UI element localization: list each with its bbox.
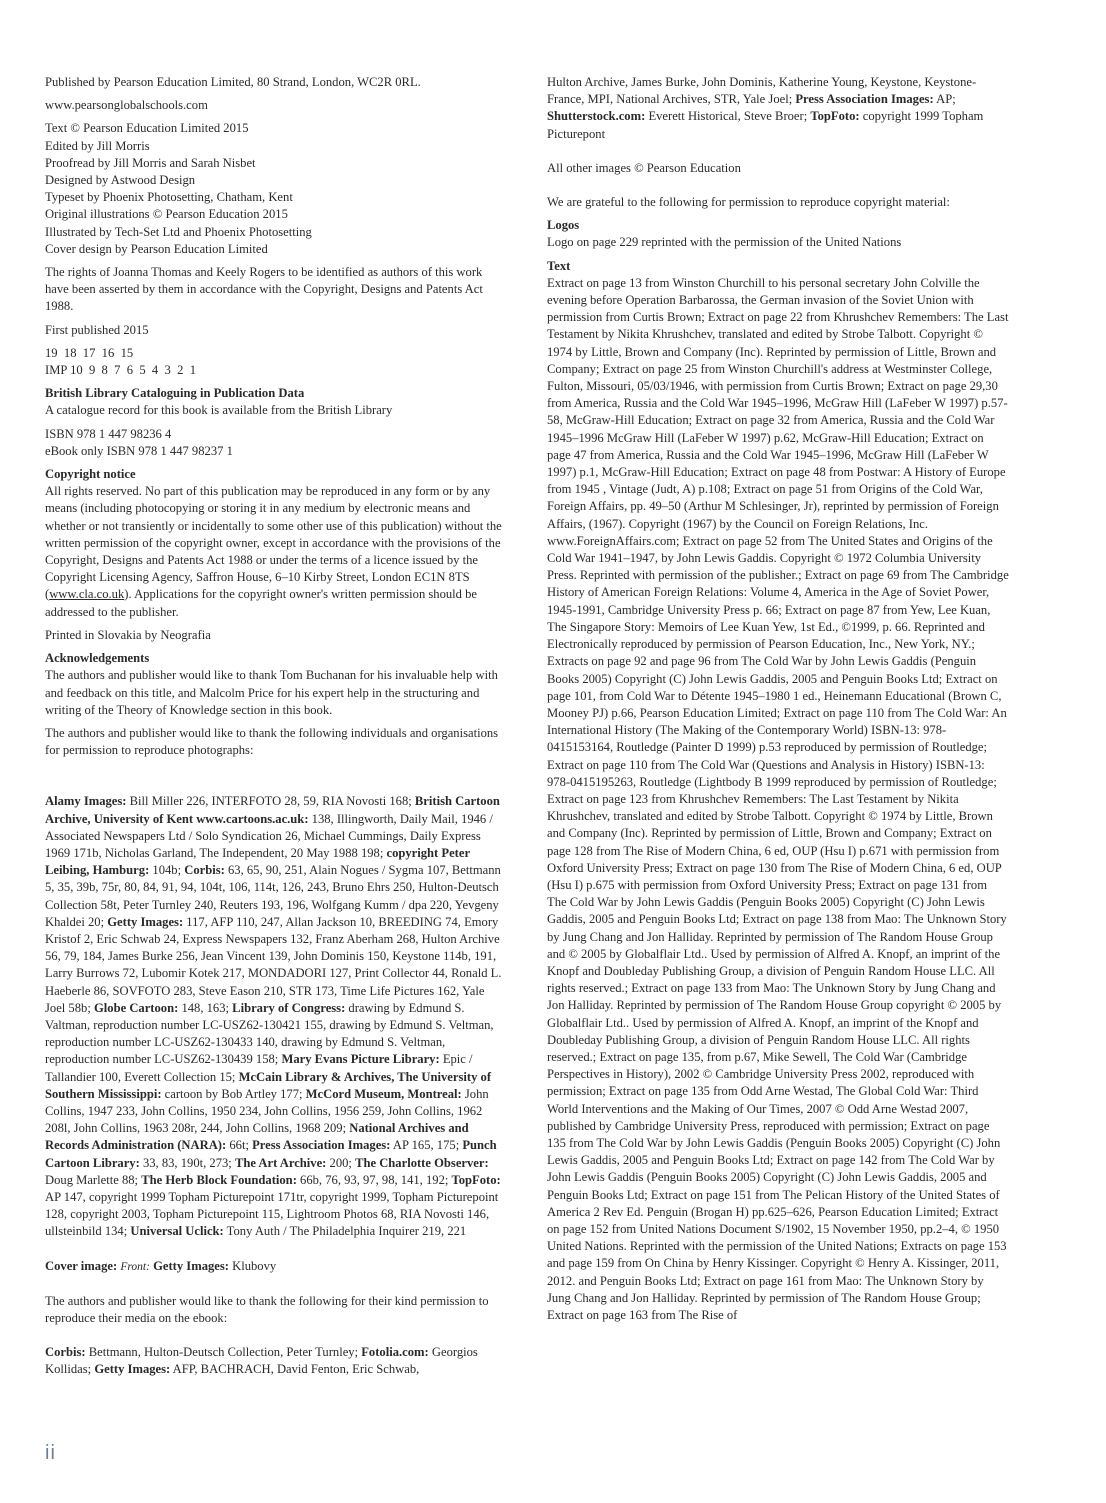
production-credits [45, 120, 507, 258]
acknowledgements-text: The authors and publisher would like to thank Tom Buchanan for his invaluable help with and feedback on this title, and Malcolm Price for his expert help in the structuring and writing of the Theory of Knowledge section in this book. [45, 668, 498, 717]
credit-line: Illustrated by Tech-Set Ltd and Phoenix Photosetting [45, 224, 312, 239]
ebook-credits-continued: Hulton Archive, James Burke, John Dominis, Katherine Young, Keystone, Keystone-France, MPI, National Archives, STR, Yale Joel; Press Association Images: AP; Shutterstock.com: Everett Historical, Steve Broer; TopFoto: copyright 1999 Topham Picturepont [547, 75, 984, 141]
cover-image-credit: Cover image: Front: Getty Images: Klubovy [45, 1258, 277, 1273]
credit-line: Designed by Astwood Design [45, 173, 196, 188]
cip-text: A catalogue record for this book is available from the British Library [45, 403, 393, 418]
credit-line: Original illustrations © Pearson Education 2015 [45, 207, 288, 222]
left-column [45, 74, 507, 1379]
ebook-isbn-line: eBook only ISBN 978 1 447 98237 1 [45, 443, 233, 458]
impressions: IMP 10 9 8 7 6 5 4 3 2 1 [45, 363, 197, 378]
first-published: First published 2015 [45, 322, 149, 337]
text-permissions: Extract on page 13 from Winston Churchill to his personal secretary John Colville the evening before Operation Barbarossa, the German invasion of the Soviet Union with permission from Curtis Brown; Extract on page 22 from Khrushchev Remembers: The Last Testament by Nikita Khrushchev, translated and edited by Strobe Talbott. Copyright © 1974 by Little, Brown and Company (Inc). Reprinted by permission of Little, Brown and Company; Extract on page 25 from Winston Churchill's address at Westminster College, Fulton, Missouri, 05/03/1946, with permission from Curtis Brown; Extract on page 29,30 from America, Russia and the Cold War 1945–1996, McGraw Hill (LaFeber W 1997) p.57-58, McGraw-Hill Education; Extract on page 32 from America, Russia and the Cold War 1945–1996 McGraw Hill (LaFeber W 1997) p.62, McGraw-Hill Education; Extract on page 47 from America, Russia and the Cold War 1945–1996, McGraw Hill (LaFeber W 1997) p.1, McGraw-Hill Education; Extract on page 48 from Postwar: A History of Europe from 1945 , Vintage (Judt, A) p.108; Extract on page 51 from Origins of the Cold War, Foreign Affairs, pp. 49–50 (Arthur M Schlesinger, Jr), reprinted by permission of Foreign Affairs, (1967). Copyright (1967) by the Council on Foreign Relations, Inc. www.ForeignAffairs.com; Extract on page 52 from The United States and Origins of the Cold War 1941–1947, by John Lewis Gaddis. Copyright © 1972 Columbia University Press. Reprinted with permission of the publisher.; Extract on page 69 from The Cambridge History of American Foreign Relations: Volume 4, America in the Age of Soviet Power, 1945-1991, Cambridge University Press p. 66; Extract on page 87 from Yew, Lee Kuan, The Singapore Story: Memoirs of Lee Kuan Yew, 1st Ed., ©1999, p. 66. Reprinted and Electronically reproduced by permission of Pearson Education, Inc., New York, NY.; Extracts on page 92 and page 96 from The Cold War by John Lewis Gaddis (Penguin Books 2005) Copyright (C) John Lewis Gaddis, 2005 and Penguin Books Ltd; Extract on page 101, from Cold War to Détente 1945–1980 1 ed., Heinemann Educational (Brown C, Mooney PJ) p.66, Pearson Education Limited; Extract on page 110 from The Cold War: An International History (The Making of the Contemporary World) ISBN-13: 978-0415153164, Routledge (Painter D 1999) p.53 reproduced by permission of Routledge; Extract on page 110 from The Cold War (Questions and Analysis in History) ISBN-13: 978-0415195263, Routledge (Lightbody B 1999 reproduced by permission of Routledge; Extract on page 123 from Khrushchev Remembers: The Last Testament by Nikita Khrushchev, translated and edited by Strobe Talbott. Copyright © 1974 by Little, Brown and Company (Inc). Reprinted by permission of Little, Brown and Company; Extract on page 128 from The Rise of Modern China, 6 ed, OUP (Hsu I) p.671 with permission from Oxford University Press; Extract on page 130 from The Rise of Modern China, 6 ed, OUP (Hsu I) p.675 with permission from Oxford University Press; Extract on page 131 from The Cold War by John Lewis Gaddis (Penguin Books 2005) Copyright (C) John Lewis Gaddis, 2005 and Penguin Books Ltd; Extract on page 138 from Mao: The Unknown Story by Jung Chang and Jon Halliday. Reprinted by permission of The Random House Group and © 2005 by Globalflair Ltd.. Used by permission of Alfred A. Knopf, an imprint of the Knopf and Doubleday Publishing Group, a division of Penguin Random House LLC. All rights reserved.; Extract on page 133 from Mao: The Unknown Story by Jung Chang and Jon Halliday. Reprinted by permission of The Random House Group copyright © 2005 by Globalflair Ltd.. Used by permission of Alfred A. Knopf, an imprint of the Knopf and Doubleday Publishing Group, a division of Penguin Random House LLC. All rights reserved.; Extract on page 135, from p.67, Mike Sewell, The Cold War (Cambridge Perspectives in History), 2002 © Cambridge University Press 2002, reproduced with permission; Extract on page 135 from Odd Arne Westad, The Global Cold War: Third World Interventions and the Making of Our Times, 2007 © Odd Arne Westad 2007, published by Cambridge University Press, reproduced with permission; Extract on page 135 from The Cold War by John Lewis Gaddis (Penguin Books 2005) Copyright (C) John Lewis Gaddis, 2005 and Penguin Books Ltd; Extract on page 142 from The Cold War by John Lewis Gaddis (Penguin Books 2005) Copyright (C) John Lewis Gaddis, 2005 and Penguin Books Ltd; Extract on page 151 from The Pelican History of the United States of America 2 Rev Ed. Penguin (Brogan H) pp.625–626, Pearson Education Limited; Extract on page 152 from United Nations Document S/1902, 15 November 1950, pp.2–4, © 1950 United Nations. Reprinted with the permission of the United Nations; Extracts on page 153 and page 159 from On China by Henry Kissinger. Copyright © Henry A. Kissinger, 2011, 2012. and Penguin Books Ltd; Extract on page 161 from Mao: The Unknown Story by Jung Chang and Jon Halliday. Reprinted by permission of The Random House Group; Extract on page 163 from The Rise of [547, 275, 1009, 1323]
photo-credits: Alamy Images: Bill Miller 226, INTERFOTO 28, 59, RIA Novosti 168; British Cartoon Archive, University of Kent www.cartoons.ac.uk: 138, Illingworth, Daily Mail, 1946 / Associated Newspapers Ltd / Solo Syndication 26, Michael Cummings, Daily Express 1969 171b, Nicholas Garland, The Independent, 20 May 1988 198; copyright Peter Leibing, Hamburg: 104b; Corbis: 63, 65, 90, 251, Alain Nogues / Sygma 107, Bettmann 5, 35, 39b, 75r, 80, 84, 91, 94, 104t, 106, 114t, 126, 243, Bruno Ehrs 250, Hulton-Deutsch Collection 58t, Peter Turnley 240, Reuters 193, 196, Wolfgang Kumm / dpa 220, Yevgeny Khaldei 20; Getty Images: 117, AFP 110, 247, Allan Jackson 10, BREEDING 74, Emory Kristof 2, Eric Schwab 24, Express Newspapers 132, Franz Aberham 268, Hulton Archive 56, 79, 184, James Burke 256, Jean Vincent 139, John Dominis 150, Keystone 114b, 191, Larry Burrows 72, Lubomir Kotek 217, MONDADORI 127, Print Collector 44, Ronald L. Haeberle 86, SOVFOTO 283, Steve Eason 210, STR 173, Time Life Pictures 162, Yale Joel 58b; Globe Cartoon: 148, 163; Library of Congress: drawing by Edmund S. Valtman, reproduction number LC-USZ62-130421 155, drawing by Edmund S. Veltman, reproduction number LC-USZ62-130433 140, drawing by Edmund S. Veltman, reproduction number LC-USZ62-130439 158; Mary Evans Picture Library: Epic / Tallandier 100, Everett Collection 15; McCain Library & Archives, The University of Southern Mississippi: cartoon by Bob Artley 177; McCord Museum, Montreal: John Collins, 1947 233, John Collins, 1950 234, John Collins, 1956 259, John Collins, 1962 208l, John Collins, 1963 208r, 244, John Collins, 1968 209; National Archives and Records Administration (NARA): 66t; Press Association Images: AP 165, 175; Punch Cartoon Library: 33, 83, 190t, 273; The Art Archive: 200; The Charlotte Observer: Doug Marlette 88; The Herb Block Foundation: 66b, 76, 93, 97, 98, 141, 192; TopFoto: AP 147, copyright 1999 Topham Picturepoint 171tr, copyright 1999, Topham Picturepoint 128, copyright 2003, Topham Picturepoint 115, Lightroom Photos 68, RIA Novosti 146, ullsteinbild 134; Universal Uclick: Tony Auth / The Philadelphia Inquirer 219, 221 [45, 794, 502, 1239]
credit-line: Proofread by Jill Morris and Sarah Nisbet [45, 155, 256, 170]
page-number: ii [45, 1442, 56, 1464]
credit-line: Text © Pearson Education Limited 2015 [45, 121, 249, 136]
website-line: www.pearsonglobalschools.com [45, 98, 208, 113]
cip-heading: British Library Cataloguing in Publication Data [45, 386, 305, 401]
acknowledgements-heading: Acknowledgements [45, 651, 150, 666]
cla-link[interactable]: www.cla.co.uk [49, 587, 125, 602]
credit-line: Typeset by Phoenix Photosetting, Chatham, Kent [45, 190, 293, 205]
copyright-notice: All rights reserved. No part of this publication may be reproduced in any form or by any means (including photocopying or storing it in any medium by electronic means and whether or not transiently or incidentally to some other use of this publication) without the written permission of the copyright owner, except in accordance with the provisions of the Copyright, Designs and Patents Act 1988 or under the terms of a licence issued by the Copyright Licensing Agency, Saffron House, 6–10 Kirby Street, London EC1N 8TS (www.cla.co.uk). Applications for the copyright owner's written permission should be addressed to the publisher. [45, 484, 502, 619]
print-years: 19 18 17 16 15 [45, 345, 134, 360]
isbn-line: ISBN 978 1 447 98236 4 [45, 426, 172, 441]
credit-line: Edited by Jill Morris [45, 138, 150, 153]
printed-line: Printed in Slovakia by Neografia [45, 627, 211, 642]
right-column [547, 74, 1009, 1324]
rights-statement: The rights of Joanna Thomas and Keely Rogers to be identified as authors of this work have been asserted by them in accordance with the Copyright, Designs and Patents Act 1988. [45, 265, 483, 314]
credit-line: Cover design by Pearson Education Limited [45, 241, 268, 256]
photo-intro: The authors and publisher would like to thank the following individuals and organisations for permission to reproduce photographs: [45, 725, 499, 758]
logos-text: Logo on page 229 reprinted with the permission of the United Nations [547, 235, 902, 250]
grateful-line: We are grateful to the following for permission to reproduce copyright material: [547, 195, 950, 210]
logos-heading: Logos [547, 218, 580, 233]
ebook-intro: The authors and publisher would like to thank the following for their kind permission to reproduce their media on the ebook: [45, 1293, 489, 1325]
text-heading: Text [547, 258, 571, 273]
publisher-line: Published by Pearson Education Limited, 80 Strand, London, WC2R 0RL. [45, 75, 421, 89]
other-images: All other images © Pearson Education [547, 160, 741, 175]
ebook-credits: Corbis: Bettmann, Hulton-Deutsch Collection, Peter Turnley; Fotolia.com: Georgios Kollidas; Getty Images: AFP, BACHRACH, David Fenton, Eric Schwab, [45, 1345, 478, 1377]
copyright-heading: Copyright notice [45, 467, 136, 482]
